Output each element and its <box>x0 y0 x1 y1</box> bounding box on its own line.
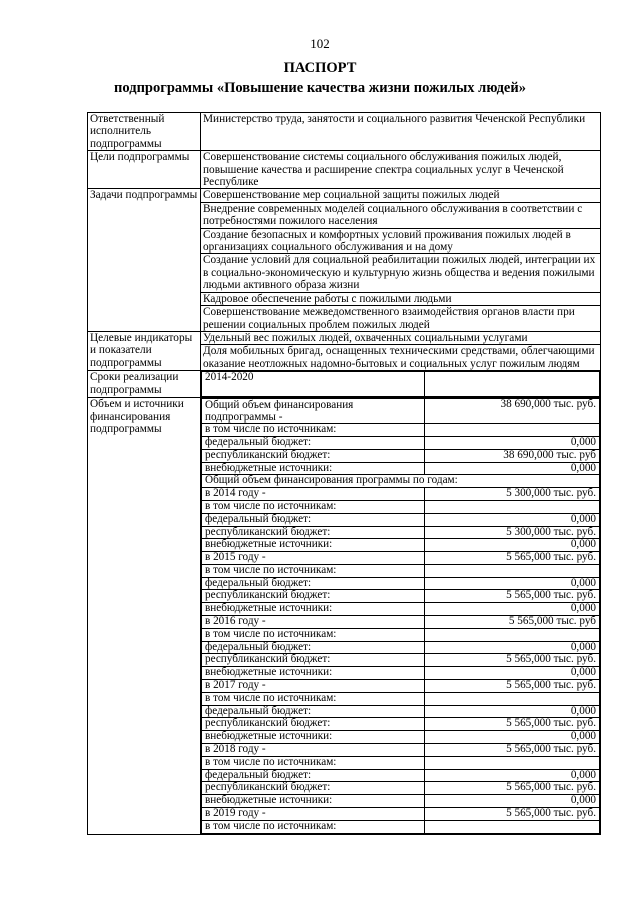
financing-line-value: 0,000 <box>424 795 599 808</box>
financing-line-label: федеральный бюджет: <box>202 705 425 718</box>
financing-line <box>202 667 600 680</box>
indicators-list <box>201 332 600 370</box>
financing-line <box>202 705 600 718</box>
financing-line-label: республиканский бюджет: <box>202 449 425 462</box>
row-label: Целевые индикаторы и показатели подпрограммы <box>88 331 201 370</box>
task-item <box>201 228 600 254</box>
financing-line-value: 5 565,000 тыс. руб. <box>424 808 599 821</box>
row-label: Ответственный исполнитель подпрограммы <box>88 113 201 151</box>
financing-line-value <box>424 424 599 437</box>
task-text: Внедрение современных моделей социального обслуживания в соответствии с потребностями пожилого населения <box>201 202 600 228</box>
financing-line <box>202 513 600 526</box>
financing-line-value: 5 565,000 тыс. руб. <box>424 744 599 757</box>
financing-line-label: Общий объем финансирования программы по годам: <box>202 475 600 488</box>
financing-line-value: 0,000 <box>424 641 599 654</box>
financing-line-label: в 2015 году - <box>202 552 425 565</box>
financing-line-label: внебюджетные источники: <box>202 795 425 808</box>
financing-line <box>202 500 600 513</box>
indicator-text: Удельный вес пожилых людей, охваченных социальными услугами <box>201 332 600 345</box>
financing-line-value: 5 565,000 тыс. руб. <box>424 680 599 693</box>
financing-line <box>202 475 600 488</box>
task-item <box>201 292 600 305</box>
financing-line <box>202 603 600 616</box>
financing-line <box>202 462 600 475</box>
financing-line-label: федеральный бюджет: <box>202 769 425 782</box>
financing-line <box>202 628 600 641</box>
tasks-list <box>201 189 600 330</box>
row-period <box>88 371 601 398</box>
row-goals <box>88 151 601 189</box>
period-cell <box>201 371 601 398</box>
financing-line-label: в 2018 году - <box>202 744 425 757</box>
row-responsible <box>88 113 601 151</box>
financing-line <box>202 590 600 603</box>
task-text: Создание безопасных и комфортных условий проживания пожилых людей в организациях социального обслуживания и на дому <box>201 228 600 254</box>
financing-line <box>202 436 600 449</box>
financing-line <box>202 769 600 782</box>
financing-line <box>202 782 600 795</box>
financing-line-label: в том числе по источникам: <box>202 424 425 437</box>
financing-line <box>202 526 600 539</box>
task-item <box>201 254 600 292</box>
financing-line <box>202 808 600 821</box>
financing-line-value: 0,000 <box>424 705 599 718</box>
indicators-cell <box>201 331 601 370</box>
row-indicators <box>88 331 601 370</box>
financing-line <box>202 680 600 693</box>
financing-line-value: 0,000 <box>424 539 599 552</box>
financing-line <box>202 552 600 565</box>
financing-line-value: 38 690,000 тыс. руб <box>424 449 599 462</box>
financing-line-value <box>424 692 599 705</box>
financing-line-label: федеральный бюджет: <box>202 436 425 449</box>
financing-line-value: 5 565,000 тыс. руб. <box>424 552 599 565</box>
task-item <box>201 202 600 228</box>
task-text: Создание условий для социальной реабилитации пожилых людей, интеграции их в социально-экономическую и культурную жизнь общества и ведения пожилыми людьми активного образа жизни <box>201 254 600 292</box>
financing-line-value: 5 300,000 тыс. руб. <box>424 488 599 501</box>
financing-line <box>202 756 600 769</box>
row-label: Цели подпрограммы <box>88 151 201 189</box>
financing-line-value: 0,000 <box>424 462 599 475</box>
financing-line-value: 5 565,000 тыс. руб. <box>424 718 599 731</box>
financing-line <box>202 577 600 590</box>
row-label: Сроки реализации подпрограммы <box>88 371 201 398</box>
financing-line <box>202 488 600 501</box>
financing-line <box>202 718 600 731</box>
financing-line-label: федеральный бюджет: <box>202 641 425 654</box>
task-item <box>201 189 600 202</box>
row-financing <box>88 398 601 835</box>
passport-table <box>87 112 601 835</box>
row-value: Совершенствование системы социального обслуживания пожилых людей, повышение качества и расширение спектра социальных услуг в Чеченской Республике <box>201 151 601 189</box>
financing-total-label: Общий объем финансирования подпрограммы - <box>202 399 425 424</box>
financing-line <box>202 449 600 462</box>
financing-line-value <box>424 756 599 769</box>
financing-line-value: 0,000 <box>424 769 599 782</box>
financing-line-value: 0,000 <box>424 603 599 616</box>
financing-line-label: в 2016 году - <box>202 616 425 629</box>
financing-line-label: республиканский бюджет: <box>202 718 425 731</box>
financing-line-value: 0,000 <box>424 577 599 590</box>
task-text: Совершенствование межведомственного взаимодействия органов власти при решении социальных проблем пожилых людей <box>201 306 600 331</box>
financing-line <box>202 641 600 654</box>
financing-line-label: в 2017 году - <box>202 680 425 693</box>
period-empty <box>424 372 599 397</box>
financing-line <box>202 424 600 437</box>
financing-line-value: 5 565,000 тыс. руб. <box>424 782 599 795</box>
financing-line-value: 0,000 <box>424 513 599 526</box>
financing-line-label: в том числе по источникам: <box>202 692 425 705</box>
financing-total-value: 38 690,000 тыс. руб. <box>424 399 599 424</box>
task-item <box>201 306 600 331</box>
financing-line-label: внебюджетные источники: <box>202 539 425 552</box>
indicator-item <box>201 332 600 345</box>
financing-line <box>202 731 600 744</box>
financing-line-label: внебюджетные источники: <box>202 731 425 744</box>
row-label: Объем и источники финансирования подпрограммы <box>88 398 201 835</box>
financing-line-value <box>424 820 599 833</box>
document-subtitle: подпрограммы «Повышение качества жизни пожилых людей» <box>114 80 526 96</box>
period-value: 2014-2020 <box>202 372 425 397</box>
financing-line-label: в том числе по источникам: <box>202 564 425 577</box>
financing-total-row <box>202 399 600 424</box>
financing-line-label: республиканский бюджет: <box>202 782 425 795</box>
financing-line-value <box>424 628 599 641</box>
financing-line-label: в 2019 году - <box>202 808 425 821</box>
financing-line-value: 5 565,000 тыс. руб. <box>424 654 599 667</box>
financing-line-label: в том числе по источникам: <box>202 756 425 769</box>
financing-line-label: внебюджетные источники: <box>202 667 425 680</box>
financing-line-label: республиканский бюджет: <box>202 654 425 667</box>
financing-table <box>201 398 600 834</box>
row-label: Задачи подпрограммы <box>88 189 201 331</box>
financing-line-value: 5 565,000 тыс. руб. <box>424 590 599 603</box>
task-text: Кадровое обеспечение работы с пожилыми людьми <box>201 292 600 305</box>
tasks-cell <box>201 189 601 331</box>
financing-line-value: 0,000 <box>424 667 599 680</box>
financing-line-value <box>424 564 599 577</box>
row-tasks <box>88 189 601 331</box>
financing-line-label: федеральный бюджет: <box>202 577 425 590</box>
financing-cell <box>201 398 601 835</box>
indicator-item <box>201 345 600 370</box>
financing-line-label: в том числе по источникам: <box>202 628 425 641</box>
financing-line-label: в 2014 году - <box>202 488 425 501</box>
financing-line <box>202 564 600 577</box>
financing-line-label: республиканский бюджет: <box>202 526 425 539</box>
financing-line <box>202 692 600 705</box>
financing-line <box>202 616 600 629</box>
financing-line <box>202 654 600 667</box>
financing-line-label: федеральный бюджет: <box>202 513 425 526</box>
period-table <box>201 371 600 397</box>
page-number: 102 <box>310 36 330 51</box>
row-value: Министерство труда, занятости и социального развития Чеченской Республики <box>201 113 601 151</box>
financing-line <box>202 820 600 833</box>
financing-line-label: республиканский бюджет: <box>202 590 425 603</box>
task-text: Совершенствование мер социальной защиты пожилых людей <box>201 189 600 202</box>
financing-line-value: 5 565,000 тыс. руб <box>424 616 599 629</box>
financing-line-value: 0,000 <box>424 731 599 744</box>
financing-line <box>202 744 600 757</box>
document-title: ПАСПОРТ <box>283 60 357 76</box>
financing-line-label: в том числе по источникам: <box>202 820 425 833</box>
financing-line-label: в том числе по источникам: <box>202 500 425 513</box>
indicator-text: Доля мобильных бригад, оснащенных техническими средствами, облегчающими оказание неотложных надомно-бытовых и социальных услуг пожилым людям <box>201 345 600 370</box>
financing-line <box>202 539 600 552</box>
financing-line-value <box>424 500 599 513</box>
financing-line-label: внебюджетные источники: <box>202 603 425 616</box>
financing-line-value: 0,000 <box>424 436 599 449</box>
financing-line-value: 5 300,000 тыс. руб. <box>424 526 599 539</box>
financing-line-label: внебюджетные источники: <box>202 462 425 475</box>
financing-line <box>202 795 600 808</box>
